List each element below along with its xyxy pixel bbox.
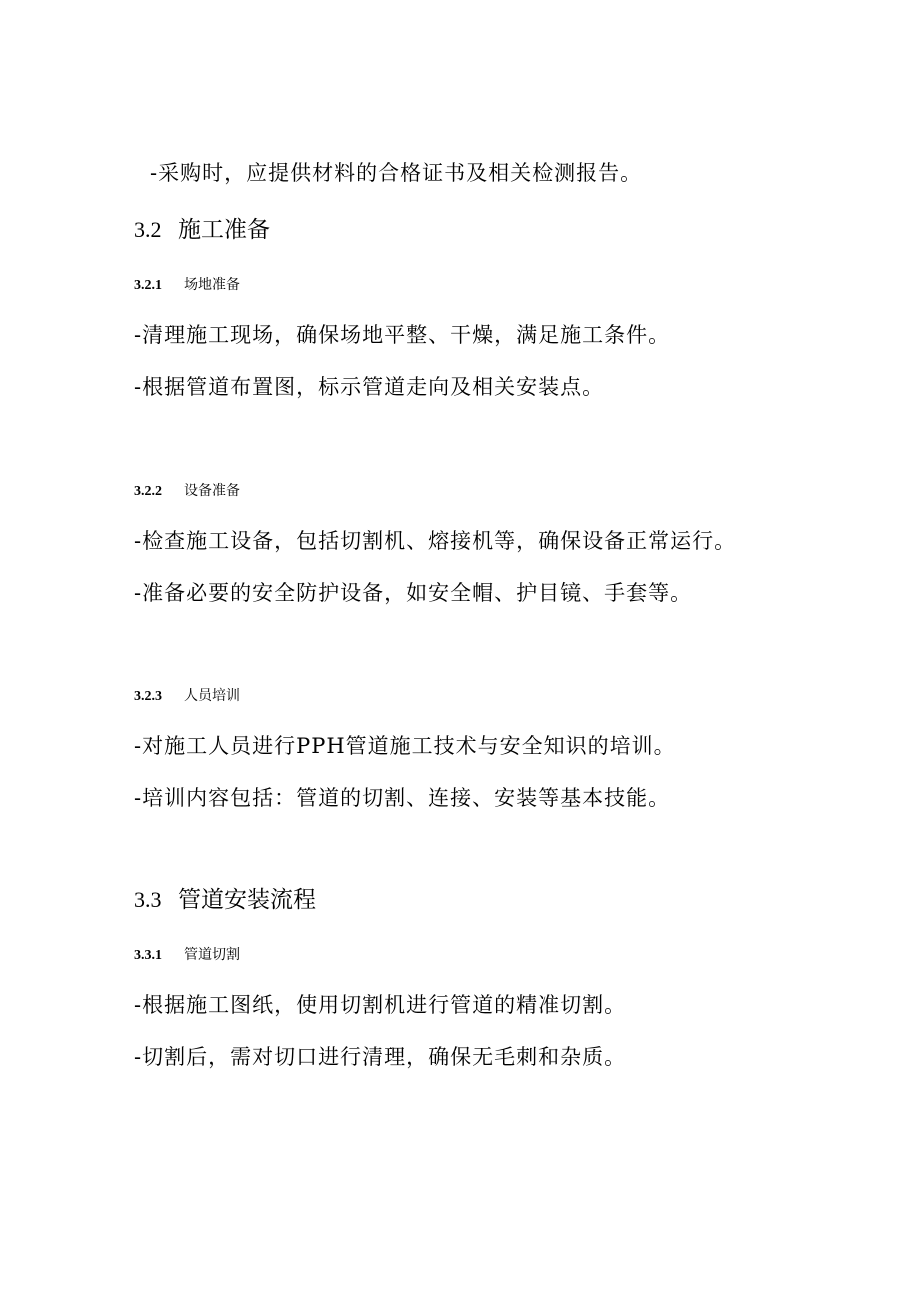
paragraph-intro: -采购时，应提供材料的合格证书及相关检测报告。 <box>150 161 643 185</box>
subsection-number: 3.2.2 <box>134 484 162 499</box>
paragraph: -对施工人员进行PPH管道施工技术与安全知识的培训。 <box>134 734 676 758</box>
subsection-heading-3-2-1 <box>134 275 240 296</box>
section-number: 3.2 <box>134 217 162 242</box>
paragraph: -根据管道布置图，标示管道走向及相关安装点。 <box>134 375 605 399</box>
subsection-heading-3-2-2 <box>134 481 240 502</box>
section-number: 3.3 <box>134 887 162 912</box>
subsection-heading-3-3-1 <box>134 945 240 966</box>
subsection-title: 管道切割 <box>184 947 240 963</box>
section-heading-3-3 <box>134 885 316 915</box>
subsection-heading-3-2-3 <box>134 686 240 707</box>
paragraph: -根据施工图纸，使用切割机进行管道的精准切割。 <box>134 993 627 1017</box>
subsection-number: 3.2.1 <box>134 278 162 293</box>
paragraph: -切割后，需对切口进行清理，确保无毛刺和杂质。 <box>134 1045 627 1069</box>
section-title: 施工准备 <box>178 217 270 243</box>
paragraph: -培训内容包括：管道的切割、连接、安装等基本技能。 <box>134 786 671 810</box>
subsection-title: 人员培训 <box>184 688 240 704</box>
section-heading-3-2 <box>134 215 270 245</box>
section-title: 管道安装流程 <box>178 887 316 913</box>
subsection-number: 3.2.3 <box>134 689 162 704</box>
paragraph: -检查施工设备，包括切割机、熔接机等，确保设备正常运行。 <box>134 529 737 553</box>
subsection-number: 3.3.1 <box>134 948 162 963</box>
subsection-title: 场地准备 <box>184 277 240 293</box>
paragraph: -清理施工现场，确保场地平整、干燥，满足施工条件。 <box>134 323 671 347</box>
paragraph: -准备必要的安全防护设备，如安全帽、护目镜、手套等。 <box>134 581 693 605</box>
subsection-title: 设备准备 <box>184 483 240 499</box>
